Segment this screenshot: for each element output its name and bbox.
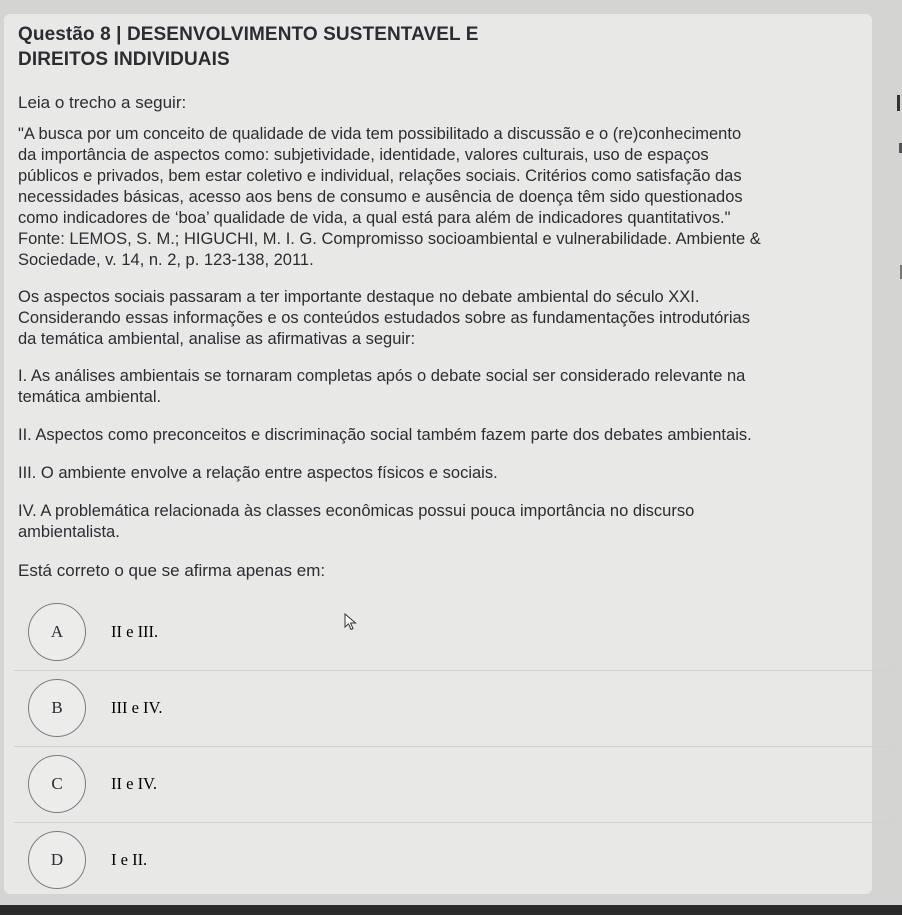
option-letter-circle[interactable]: D <box>28 831 86 889</box>
quote-block <box>18 124 858 229</box>
quote-line: públicos e privados, bem estar coletivo e individual, relações sociais. Critérios como satisfação das <box>18 167 742 185</box>
mouse-cursor-icon <box>344 613 358 631</box>
question-prompt: Está correto o que se afirma apenas em: <box>18 561 326 580</box>
option-text: II e III. <box>111 622 159 641</box>
source-citation <box>18 229 858 271</box>
option-letter-circle[interactable]: B <box>28 679 86 737</box>
statement-line: temática ambiental. <box>18 388 162 406</box>
statement-1 <box>18 366 858 408</box>
statement-line: II. Aspectos como preconceitos e discriminação social também fazem parte dos debates ambientais. <box>18 426 752 444</box>
context-line: da temática ambiental, analise as afirmativas a seguir: <box>18 330 416 348</box>
option-c[interactable] <box>14 747 892 823</box>
option-text: I e II. <box>111 850 148 869</box>
intro-text: Leia o trecho a seguir: <box>18 93 187 112</box>
quote-line: como indicadores de ‘boa’ qualidade de vida, a qual está para além de indicadores quantitativos." <box>18 209 731 227</box>
option-letter-circle[interactable]: C <box>28 755 86 813</box>
option-a[interactable] <box>14 595 892 671</box>
question-title-line: DIREITOS INDIVIDUAIS <box>18 49 230 70</box>
option-letter-circle[interactable]: A <box>28 603 86 661</box>
context-line: Considerando essas informações e os conteúdos estudados sobre as fundamentações introdutórias <box>18 309 750 327</box>
quote-line: da importância de aspectos como: subjetividade, identidade, valores culturais, uso de espaços <box>18 146 709 164</box>
context-line: Os aspectos sociais passaram a ter importante destaque no debate ambiental do século XXI. <box>18 288 700 306</box>
quote-line: necessidades básicas, acesso aos bens de consumo e ausência de doença têm sido questionados <box>18 188 743 206</box>
option-d[interactable] <box>14 823 892 899</box>
statement-line: ambientalista. <box>18 523 120 541</box>
question-title-line: Questão 8 | DESENVOLVIMENTO SUSTENTAVEL E <box>18 24 479 45</box>
statement-line: I. As análises ambientais se tornaram completas após o debate social ser considerado relevante na <box>18 367 746 385</box>
option-b[interactable] <box>14 671 892 747</box>
answer-options <box>14 595 892 899</box>
statement-4 <box>18 501 858 543</box>
statement-3 <box>18 463 858 484</box>
statement-2 <box>18 425 858 446</box>
source-line: Sociedade, v. 14, n. 2, p. 123-138, 2011. <box>18 251 314 269</box>
statement-line: III. O ambiente envolve a relação entre aspectos físicos e sociais. <box>18 464 498 482</box>
option-text: II e IV. <box>111 774 157 793</box>
context-paragraph <box>18 287 858 350</box>
option-text: III e IV. <box>111 698 163 717</box>
source-line: Fonte: LEMOS, S. M.; HIGUCHI, M. I. G. Compromisso socioambiental e vulnerabilidade. Ambiente & <box>18 230 761 248</box>
bottom-taskbar-edge <box>0 905 902 915</box>
question-title <box>18 22 858 72</box>
edge-artifact <box>896 95 902 295</box>
statement-line: IV. A problemática relacionada às classes econômicas possui pouca importância no discurso <box>18 502 695 520</box>
quote-line: "A busca por um conceito de qualidade de vida tem possibilitado a discussão e o (re)conhecimento <box>18 125 742 143</box>
